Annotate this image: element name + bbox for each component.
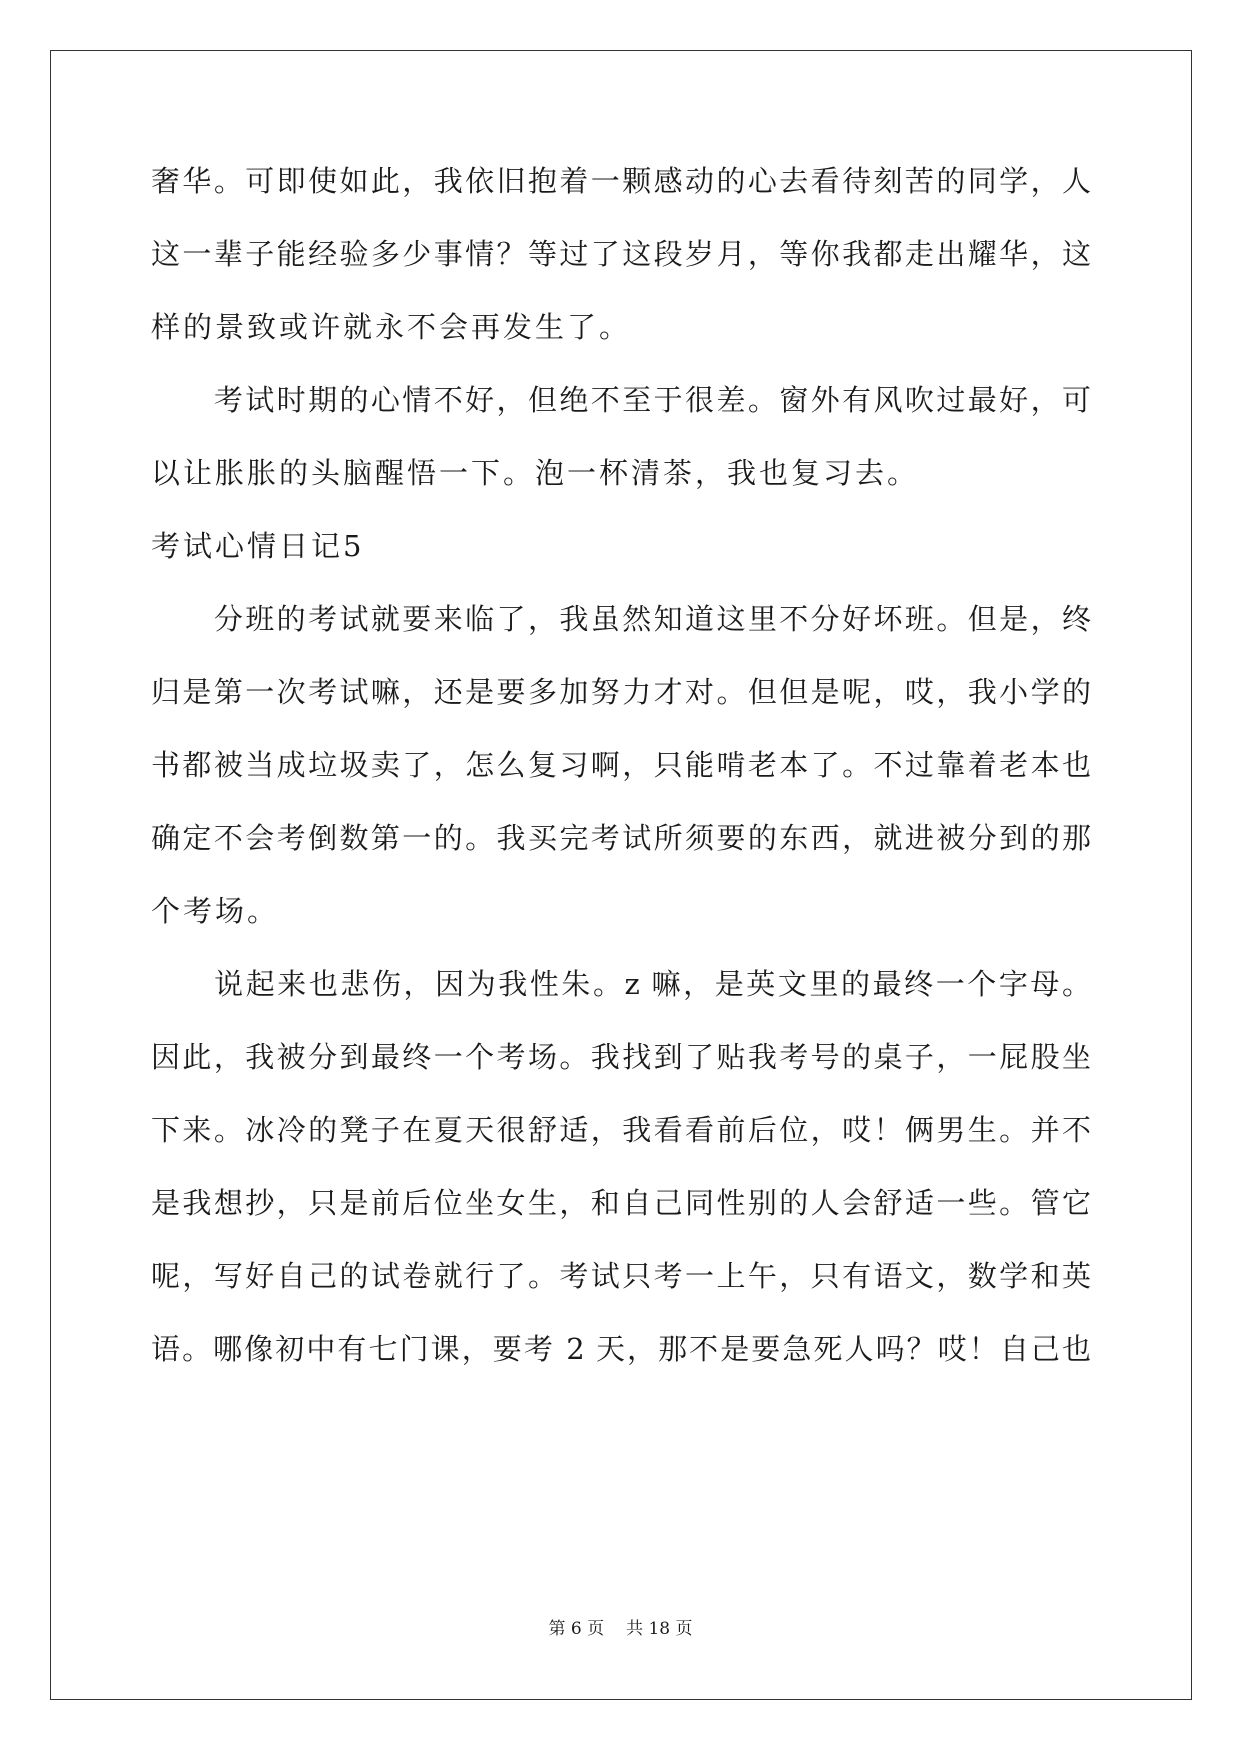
text-line: 书都被当成垃圾卖了，怎么复习啊，只能啃老本了。不过靠着老本也 [151, 748, 1091, 782]
page-number: 第 6 页 [548, 1619, 605, 1639]
page-total: 共 18 页 [626, 1619, 693, 1639]
text-line: 样的景致或许就永不会再发生了。 [151, 310, 632, 344]
page-footer [0, 1618, 1241, 1640]
text-line: 这一辈子能经验多少事情？等过了这段岁月，等你我都走出耀华，这 [151, 237, 1091, 271]
text-line: 确定不会考倒数第一的。我买完考试所须要的东西，就进被分到的那 [151, 821, 1091, 855]
text-line: 下来。冰冷的凳子在夏天很舒适，我看看前后位，哎！俩男生。并不 [151, 1113, 1091, 1147]
text-line: 呢，写好自己的试卷就行了。考试只考一上午，只有语文，数学和英 [151, 1259, 1091, 1293]
text-line: 分班的考试就要来临了，我虽然知道这里不分好坏班。但是，终 [151, 602, 1091, 636]
text-line: 归是第一次考试嘛，还是要多加努力才对。但但是呢，哎，我小学的 [151, 675, 1091, 709]
text-line: 因此，我被分到最终一个考场。我找到了贴我考号的桌子，一屁股坐 [151, 1040, 1091, 1074]
section-heading: 考试心情日记5 [151, 529, 365, 563]
text-line: 奢华。可即使如此，我依旧抱着一颗感动的心去看待刻苦的同学，人 [151, 164, 1091, 198]
text-line: 说起来也悲伤，因为我性朱。z 嘛，是英文里的最终一个字母。 [151, 967, 1091, 1001]
text-line: 个考场。 [151, 894, 280, 928]
page-border [50, 50, 1192, 1700]
text-line: 以让胀胀的头脑醒悟一下。泡一杯清茶，我也复习去。 [151, 456, 920, 490]
text-line: 语。哪像初中有七门课，要考 2 天，那不是要急死人吗？哎！自己也 [151, 1332, 1091, 1366]
text-line: 是我想抄，只是前后位坐女生，和自己同性别的人会舒适一些。管它 [151, 1186, 1091, 1220]
text-line: 考试时期的心情不好，但绝不至于很差。窗外有风吹过最好，可 [151, 383, 1091, 417]
